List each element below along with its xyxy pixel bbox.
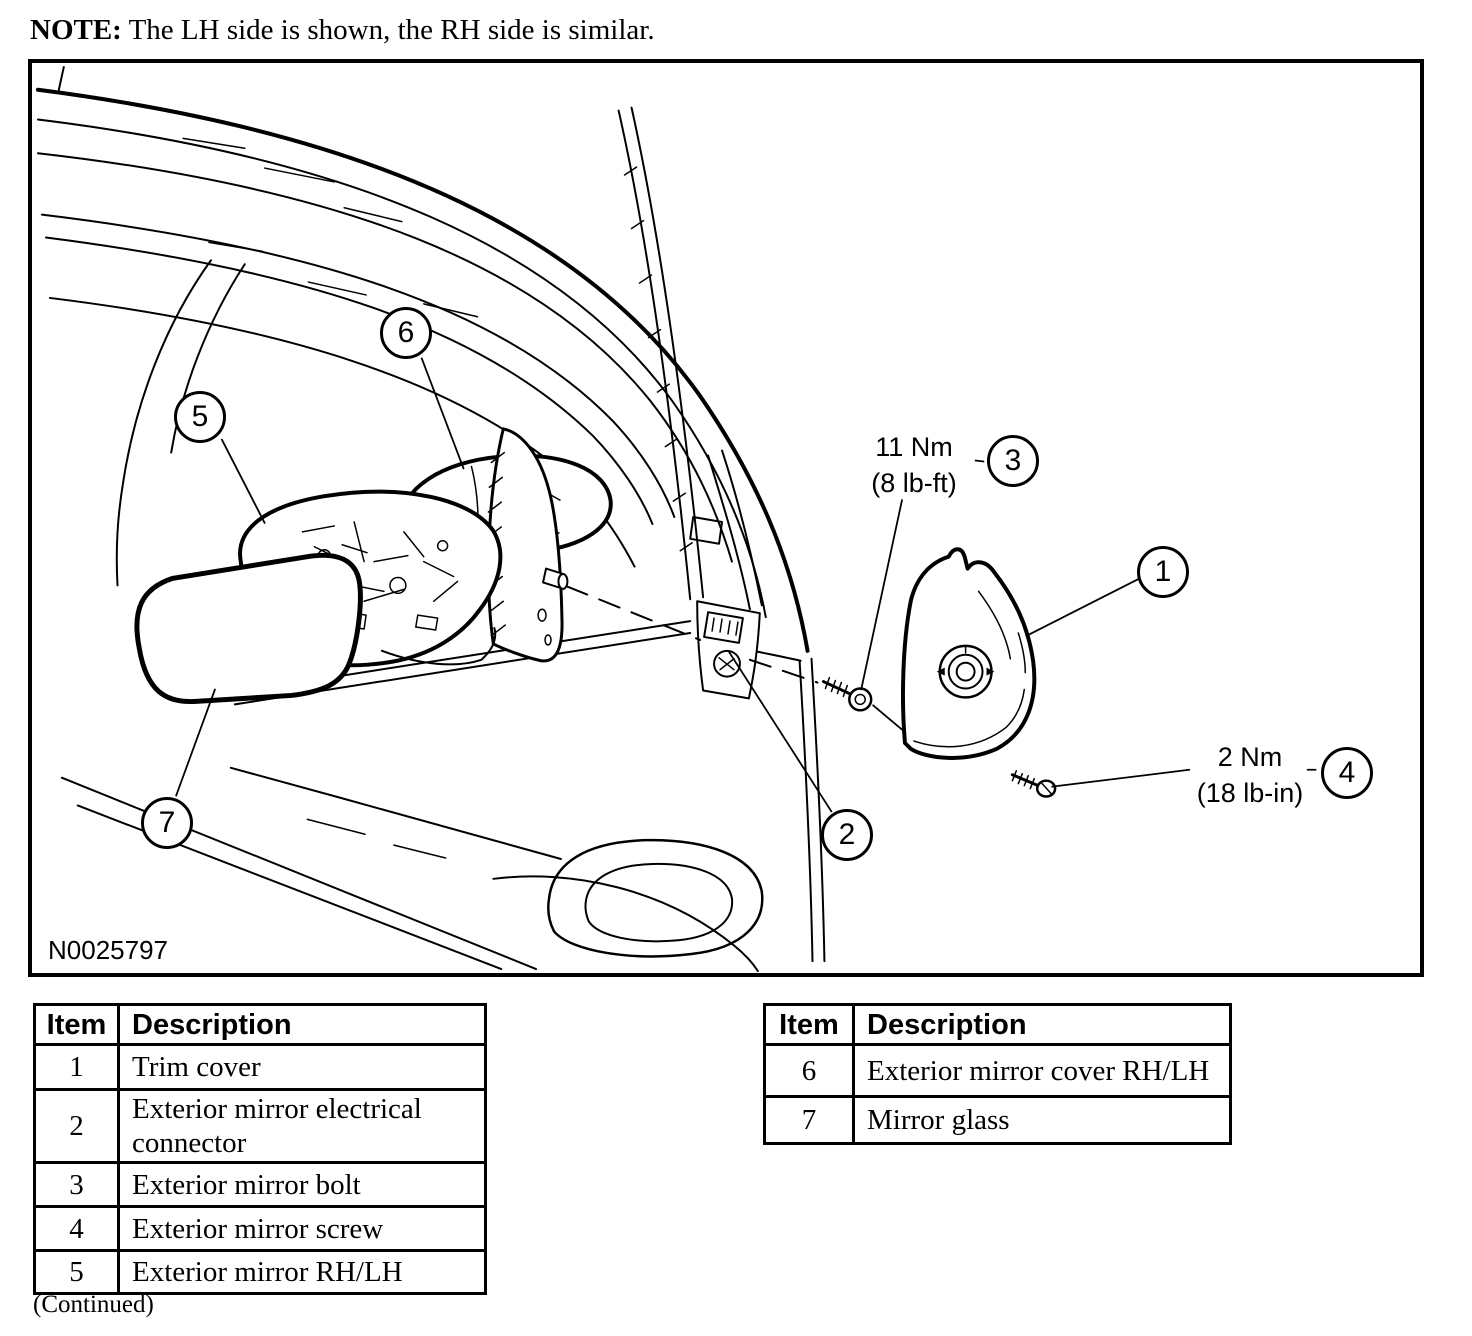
item-number: 3: [35, 1163, 119, 1207]
note-text: The LH side is shown, the RH side is similar.: [121, 14, 655, 46]
table-row: [765, 1097, 1231, 1144]
note-line: [30, 14, 655, 47]
item-description: Exterior mirror screw: [119, 1207, 486, 1251]
description-header: Description: [119, 1005, 486, 1045]
item-description: Exterior mirror cover RH/LH: [854, 1045, 1231, 1097]
callout-number: 2: [838, 818, 856, 851]
item-number: 6: [765, 1045, 854, 1097]
item-header: Item: [765, 1005, 854, 1045]
table-row: [35, 1045, 486, 1090]
note-label: NOTE:: [30, 14, 122, 46]
callout-number: 7: [158, 806, 176, 839]
callout-1: [1137, 546, 1189, 598]
callout-number: 5: [191, 400, 209, 433]
item-number: 7: [765, 1097, 854, 1144]
callout-number: 1: [1154, 555, 1172, 588]
table-row: [765, 1045, 1231, 1097]
figure-id: N0025797: [48, 935, 168, 965]
torque-alt: (18 lb-in): [1196, 778, 1304, 808]
parts-table-items-6-7: [763, 1003, 1232, 1145]
table-row: [35, 1163, 486, 1207]
item-number: 4: [35, 1207, 119, 1251]
callout-5: [174, 391, 226, 443]
item-description: Exterior mirror bolt: [119, 1163, 486, 1207]
figure-box: [28, 59, 1424, 977]
callout-number: 3: [1004, 444, 1022, 477]
torque-value: 11 Nm: [875, 432, 953, 462]
continued-note: (Continued): [33, 1291, 154, 1318]
item-description: Trim cover: [119, 1045, 486, 1090]
callout-4: [1321, 747, 1373, 799]
screw-part: [1012, 771, 1055, 797]
table-row: [35, 1090, 486, 1163]
trim-cover-part: [903, 549, 1034, 758]
a-pillar: [619, 108, 762, 610]
callout-3: [987, 435, 1039, 487]
table-header-row: [35, 1005, 486, 1045]
table-row: [35, 1251, 486, 1294]
bolt-part: [823, 678, 871, 711]
callout-number: 4: [1338, 756, 1356, 789]
callout-6: [380, 307, 432, 359]
item-number: 5: [35, 1251, 119, 1294]
exploded-view-drawing: [32, 63, 1420, 973]
item-description: Exterior mirror RH/LH: [119, 1251, 486, 1294]
torque-value: 2 Nm: [1217, 742, 1283, 772]
torque-label-bolt: [814, 429, 1014, 501]
torque-alt: (8 lb-ft): [871, 468, 957, 498]
item-number: 2: [35, 1090, 119, 1163]
callout-2: [821, 809, 873, 861]
description-header: Description: [854, 1005, 1231, 1045]
item-description: Mirror glass: [854, 1097, 1231, 1144]
table-header-row: [765, 1005, 1231, 1045]
item-description: Exterior mirror electrical connector: [119, 1090, 486, 1163]
parts-table-items-1-5: [33, 1003, 487, 1295]
item-header: Item: [35, 1005, 119, 1045]
callout-7: [141, 797, 193, 849]
callout-number: 6: [397, 316, 415, 349]
item-number: 1: [35, 1045, 119, 1090]
table-row: [35, 1207, 486, 1251]
mirror-glass-part: [137, 555, 361, 701]
